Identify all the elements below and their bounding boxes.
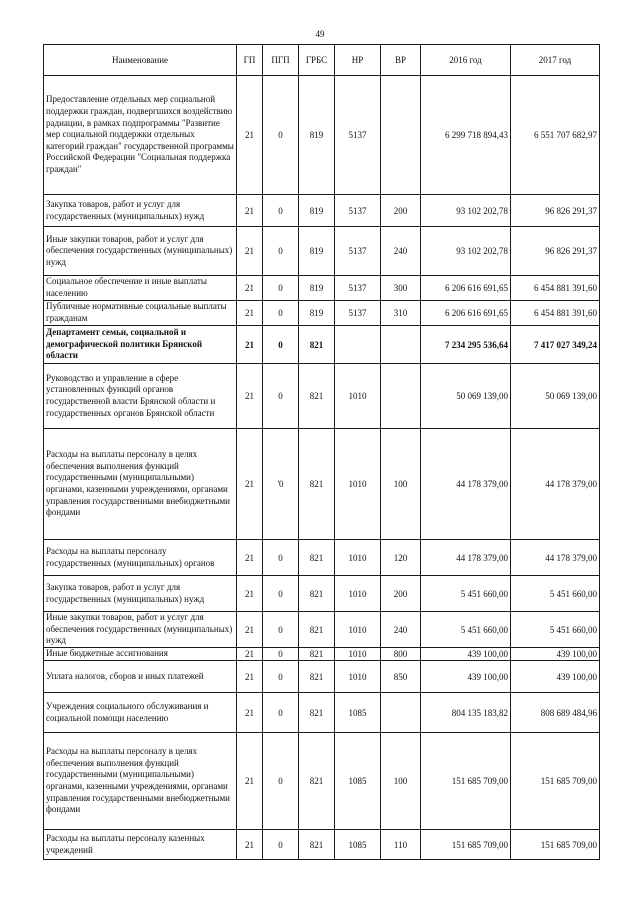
col-header-gp: ГП bbox=[237, 45, 263, 76]
row-name-cell: Публичные нормативные социальные выплаты гражданам bbox=[44, 301, 237, 326]
row-2017-cell: 439 100,00 bbox=[511, 648, 600, 661]
row-gp-cell: 21 bbox=[237, 227, 263, 276]
budget-table bbox=[43, 44, 600, 860]
row-np-cell: 5137 bbox=[335, 276, 381, 301]
row-2016-cell: 151 685 709,00 bbox=[421, 830, 511, 860]
table-row bbox=[44, 830, 600, 860]
row-gp-cell: 21 bbox=[237, 661, 263, 693]
row-2016-cell: 7 234 295 536,64 bbox=[421, 326, 511, 364]
row-vr-cell: 310 bbox=[381, 301, 421, 326]
row-name-cell: Департамент семьи, социальной и демографической политики Брянской области bbox=[44, 326, 237, 364]
row-np-cell: 1010 bbox=[335, 661, 381, 693]
row-2017-cell: 6 454 881 391,60 bbox=[511, 301, 600, 326]
col-header-name: Наименование bbox=[44, 45, 237, 76]
row-vr-cell: 110 bbox=[381, 830, 421, 860]
row-grbs-cell: 819 bbox=[299, 301, 335, 326]
row-np-cell: 1010 bbox=[335, 612, 381, 648]
row-2017-cell: 6 454 881 391,60 bbox=[511, 276, 600, 301]
row-2016-cell: 6 299 718 894,43 bbox=[421, 76, 511, 195]
row-2016-cell: 439 100,00 bbox=[421, 661, 511, 693]
row-np-cell: 5137 bbox=[335, 227, 381, 276]
row-np-cell: 5137 bbox=[335, 301, 381, 326]
row-grbs-cell: 821 bbox=[299, 661, 335, 693]
col-header-2016: 2016 год bbox=[421, 45, 511, 76]
row-gp-cell: 21 bbox=[237, 326, 263, 364]
page-number: 49 bbox=[315, 29, 325, 39]
row-grbs-cell: 819 bbox=[299, 276, 335, 301]
table-row bbox=[44, 661, 600, 693]
row-np-cell: 1010 bbox=[335, 576, 381, 612]
row-vr-cell: 100 bbox=[381, 733, 421, 830]
row-grbs-cell: 819 bbox=[299, 227, 335, 276]
table-row bbox=[44, 364, 600, 429]
col-header-2017: 2017 год bbox=[511, 45, 600, 76]
row-2017-cell: 5 451 660,00 bbox=[511, 612, 600, 648]
row-2017-cell: 96 826 291,37 bbox=[511, 227, 600, 276]
row-name-cell: Иные закупки товаров, работ и услуг для обеспечения государственных (муниципальных) нужд bbox=[44, 612, 237, 648]
row-pgp-cell: 0 bbox=[263, 648, 299, 661]
row-gp-cell: 21 bbox=[237, 733, 263, 830]
row-2017-cell: 5 451 660,00 bbox=[511, 576, 600, 612]
row-vr-cell bbox=[381, 76, 421, 195]
row-name-cell: Расходы на выплаты персоналу казенных учреждений bbox=[44, 830, 237, 860]
row-name-cell: Иные бюджетные ассигнования bbox=[44, 648, 237, 661]
row-grbs-cell: 821 bbox=[299, 830, 335, 860]
row-np-cell: 1085 bbox=[335, 693, 381, 733]
table-row bbox=[44, 195, 600, 227]
row-gp-cell: 21 bbox=[237, 276, 263, 301]
row-pgp-cell: 0 bbox=[263, 76, 299, 195]
row-name-cell: Расходы на выплаты персоналу в целях обеспечения выполнения функций государственными (муниципальными) органами, казенными учреждениями, органами управления государственными внебюджетными фондами bbox=[44, 733, 237, 830]
col-header-np: НР bbox=[335, 45, 381, 76]
row-pgp-cell: 0 bbox=[263, 540, 299, 576]
table-row bbox=[44, 301, 600, 326]
row-vr-cell: 100 bbox=[381, 429, 421, 540]
row-np-cell: 1085 bbox=[335, 733, 381, 830]
row-2016-cell: 6 206 616 691,65 bbox=[421, 276, 511, 301]
table-row bbox=[44, 326, 600, 364]
table-row bbox=[44, 612, 600, 648]
row-2017-cell: 44 178 379,00 bbox=[511, 429, 600, 540]
col-header-grbs: ГРБС bbox=[299, 45, 335, 76]
row-vr-cell: 200 bbox=[381, 195, 421, 227]
row-pgp-cell: 0 bbox=[263, 364, 299, 429]
row-np-cell: 1010 bbox=[335, 648, 381, 661]
row-pgp-cell: 0 bbox=[263, 276, 299, 301]
row-gp-cell: 21 bbox=[237, 76, 263, 195]
row-grbs-cell: 821 bbox=[299, 326, 335, 364]
table-row bbox=[44, 693, 600, 733]
row-pgp-cell: 0 bbox=[263, 326, 299, 364]
row-2017-cell: 439 100,00 bbox=[511, 661, 600, 693]
row-name-cell: Руководство и управление в сфере установленных функций органов государственной власти Брянской области и государственных органов Брянской области bbox=[44, 364, 237, 429]
row-pgp-cell: 0 bbox=[263, 830, 299, 860]
row-gp-cell: 21 bbox=[237, 576, 263, 612]
row-gp-cell: 21 bbox=[237, 364, 263, 429]
row-grbs-cell: 819 bbox=[299, 195, 335, 227]
row-name-cell: Расходы на выплаты персоналу в целях обеспечения выполнения функций государственными (муниципальными) органами, казенными учреждениями, органами управления государственными внебюджетными фондами bbox=[44, 429, 237, 540]
row-gp-cell: 21 bbox=[237, 301, 263, 326]
row-2016-cell: 50 069 139,00 bbox=[421, 364, 511, 429]
row-gp-cell: 21 bbox=[237, 195, 263, 227]
row-grbs-cell: 821 bbox=[299, 648, 335, 661]
row-np-cell bbox=[335, 326, 381, 364]
row-name-cell: Учреждения социального обслуживания и социальной помощи населению bbox=[44, 693, 237, 733]
table-row bbox=[44, 429, 600, 540]
row-grbs-cell: 821 bbox=[299, 429, 335, 540]
row-2016-cell: 151 685 709,00 bbox=[421, 733, 511, 830]
row-gp-cell: 21 bbox=[237, 693, 263, 733]
row-name-cell: Расходы на выплаты персоналу государственных (муниципальных) органов bbox=[44, 540, 237, 576]
row-2016-cell: 5 451 660,00 bbox=[421, 612, 511, 648]
col-header-vr: ВР bbox=[381, 45, 421, 76]
row-pgp-cell: 0 bbox=[263, 661, 299, 693]
table-row bbox=[44, 76, 600, 195]
row-name-cell: Иные закупки товаров, работ и услуг для обеспечения государственных (муниципальных) нужд bbox=[44, 227, 237, 276]
row-grbs-cell: 821 bbox=[299, 540, 335, 576]
row-gp-cell: 21 bbox=[237, 612, 263, 648]
table-row bbox=[44, 540, 600, 576]
row-grbs-cell: 821 bbox=[299, 612, 335, 648]
row-vr-cell bbox=[381, 364, 421, 429]
row-2017-cell: 96 826 291,37 bbox=[511, 195, 600, 227]
row-gp-cell: 21 bbox=[237, 429, 263, 540]
row-vr-cell: 120 bbox=[381, 540, 421, 576]
row-2016-cell: 6 206 616 691,65 bbox=[421, 301, 511, 326]
row-np-cell: 5137 bbox=[335, 76, 381, 195]
row-grbs-cell: 821 bbox=[299, 693, 335, 733]
row-pgp-cell: 0 bbox=[263, 195, 299, 227]
row-2017-cell: 7 417 027 349,24 bbox=[511, 326, 600, 364]
row-2016-cell: 44 178 379,00 bbox=[421, 429, 511, 540]
row-pgp-cell: 0 bbox=[263, 733, 299, 830]
row-name-cell: Социальное обеспечение и иные выплаты населению bbox=[44, 276, 237, 301]
row-vr-cell bbox=[381, 693, 421, 733]
row-name-cell: Уплата налогов, сборов и иных платежей bbox=[44, 661, 237, 693]
row-vr-cell: 240 bbox=[381, 612, 421, 648]
row-gp-cell: 21 bbox=[237, 540, 263, 576]
row-vr-cell: 850 bbox=[381, 661, 421, 693]
row-name-cell: Закупка товаров, работ и услуг для государственных (муниципальных) нужд bbox=[44, 195, 237, 227]
row-np-cell: 1010 bbox=[335, 364, 381, 429]
col-header-pgp: ПГП bbox=[263, 45, 299, 76]
row-2016-cell: 439 100,00 bbox=[421, 648, 511, 661]
row-np-cell: 1010 bbox=[335, 429, 381, 540]
row-grbs-cell: 821 bbox=[299, 364, 335, 429]
row-gp-cell: 21 bbox=[237, 648, 263, 661]
row-pgp-cell: 0 bbox=[263, 612, 299, 648]
row-2016-cell: 44 178 379,00 bbox=[421, 540, 511, 576]
row-gp-cell: 21 bbox=[237, 830, 263, 860]
table-row bbox=[44, 733, 600, 830]
row-grbs-cell: 819 bbox=[299, 76, 335, 195]
row-vr-cell: 240 bbox=[381, 227, 421, 276]
row-2016-cell: 804 135 183,82 bbox=[421, 693, 511, 733]
row-pgp-cell: 0 bbox=[263, 227, 299, 276]
row-np-cell: 5137 bbox=[335, 195, 381, 227]
row-2017-cell: 50 069 139,00 bbox=[511, 364, 600, 429]
row-pgp-cell: '0 bbox=[263, 429, 299, 540]
row-vr-cell: 200 bbox=[381, 576, 421, 612]
row-2016-cell: 93 102 202,78 bbox=[421, 227, 511, 276]
table-row bbox=[44, 276, 600, 301]
row-grbs-cell: 821 bbox=[299, 576, 335, 612]
row-2016-cell: 93 102 202,78 bbox=[421, 195, 511, 227]
row-grbs-cell: 821 bbox=[299, 733, 335, 830]
row-vr-cell bbox=[381, 326, 421, 364]
row-vr-cell: 300 bbox=[381, 276, 421, 301]
row-2016-cell: 5 451 660,00 bbox=[421, 576, 511, 612]
row-name-cell: Предоставление отдельных мер социальной поддержки граждан, подвергшихся воздействию радиации, в рамках подпрограммы "Развитие мер социальной поддержки отдельных категорий граждан" государственной программы Российской Федерации "Социальная поддержка граждан" bbox=[44, 76, 237, 195]
row-np-cell: 1085 bbox=[335, 830, 381, 860]
row-name-cell: Закупка товаров, работ и услуг для государственных (муниципальных) нужд bbox=[44, 576, 237, 612]
table-header-row bbox=[44, 45, 600, 76]
row-2017-cell: 808 689 484,96 bbox=[511, 693, 600, 733]
row-2017-cell: 151 685 709,00 bbox=[511, 733, 600, 830]
row-np-cell: 1010 bbox=[335, 540, 381, 576]
table-row bbox=[44, 576, 600, 612]
table-row bbox=[44, 648, 600, 661]
row-vr-cell: 800 bbox=[381, 648, 421, 661]
table-row bbox=[44, 227, 600, 276]
row-2017-cell: 151 685 709,00 bbox=[511, 830, 600, 860]
row-pgp-cell: 0 bbox=[263, 301, 299, 326]
row-2017-cell: 6 551 707 682,97 bbox=[511, 76, 600, 195]
row-2017-cell: 44 178 379,00 bbox=[511, 540, 600, 576]
row-pgp-cell: 0 bbox=[263, 693, 299, 733]
row-pgp-cell: 0 bbox=[263, 576, 299, 612]
